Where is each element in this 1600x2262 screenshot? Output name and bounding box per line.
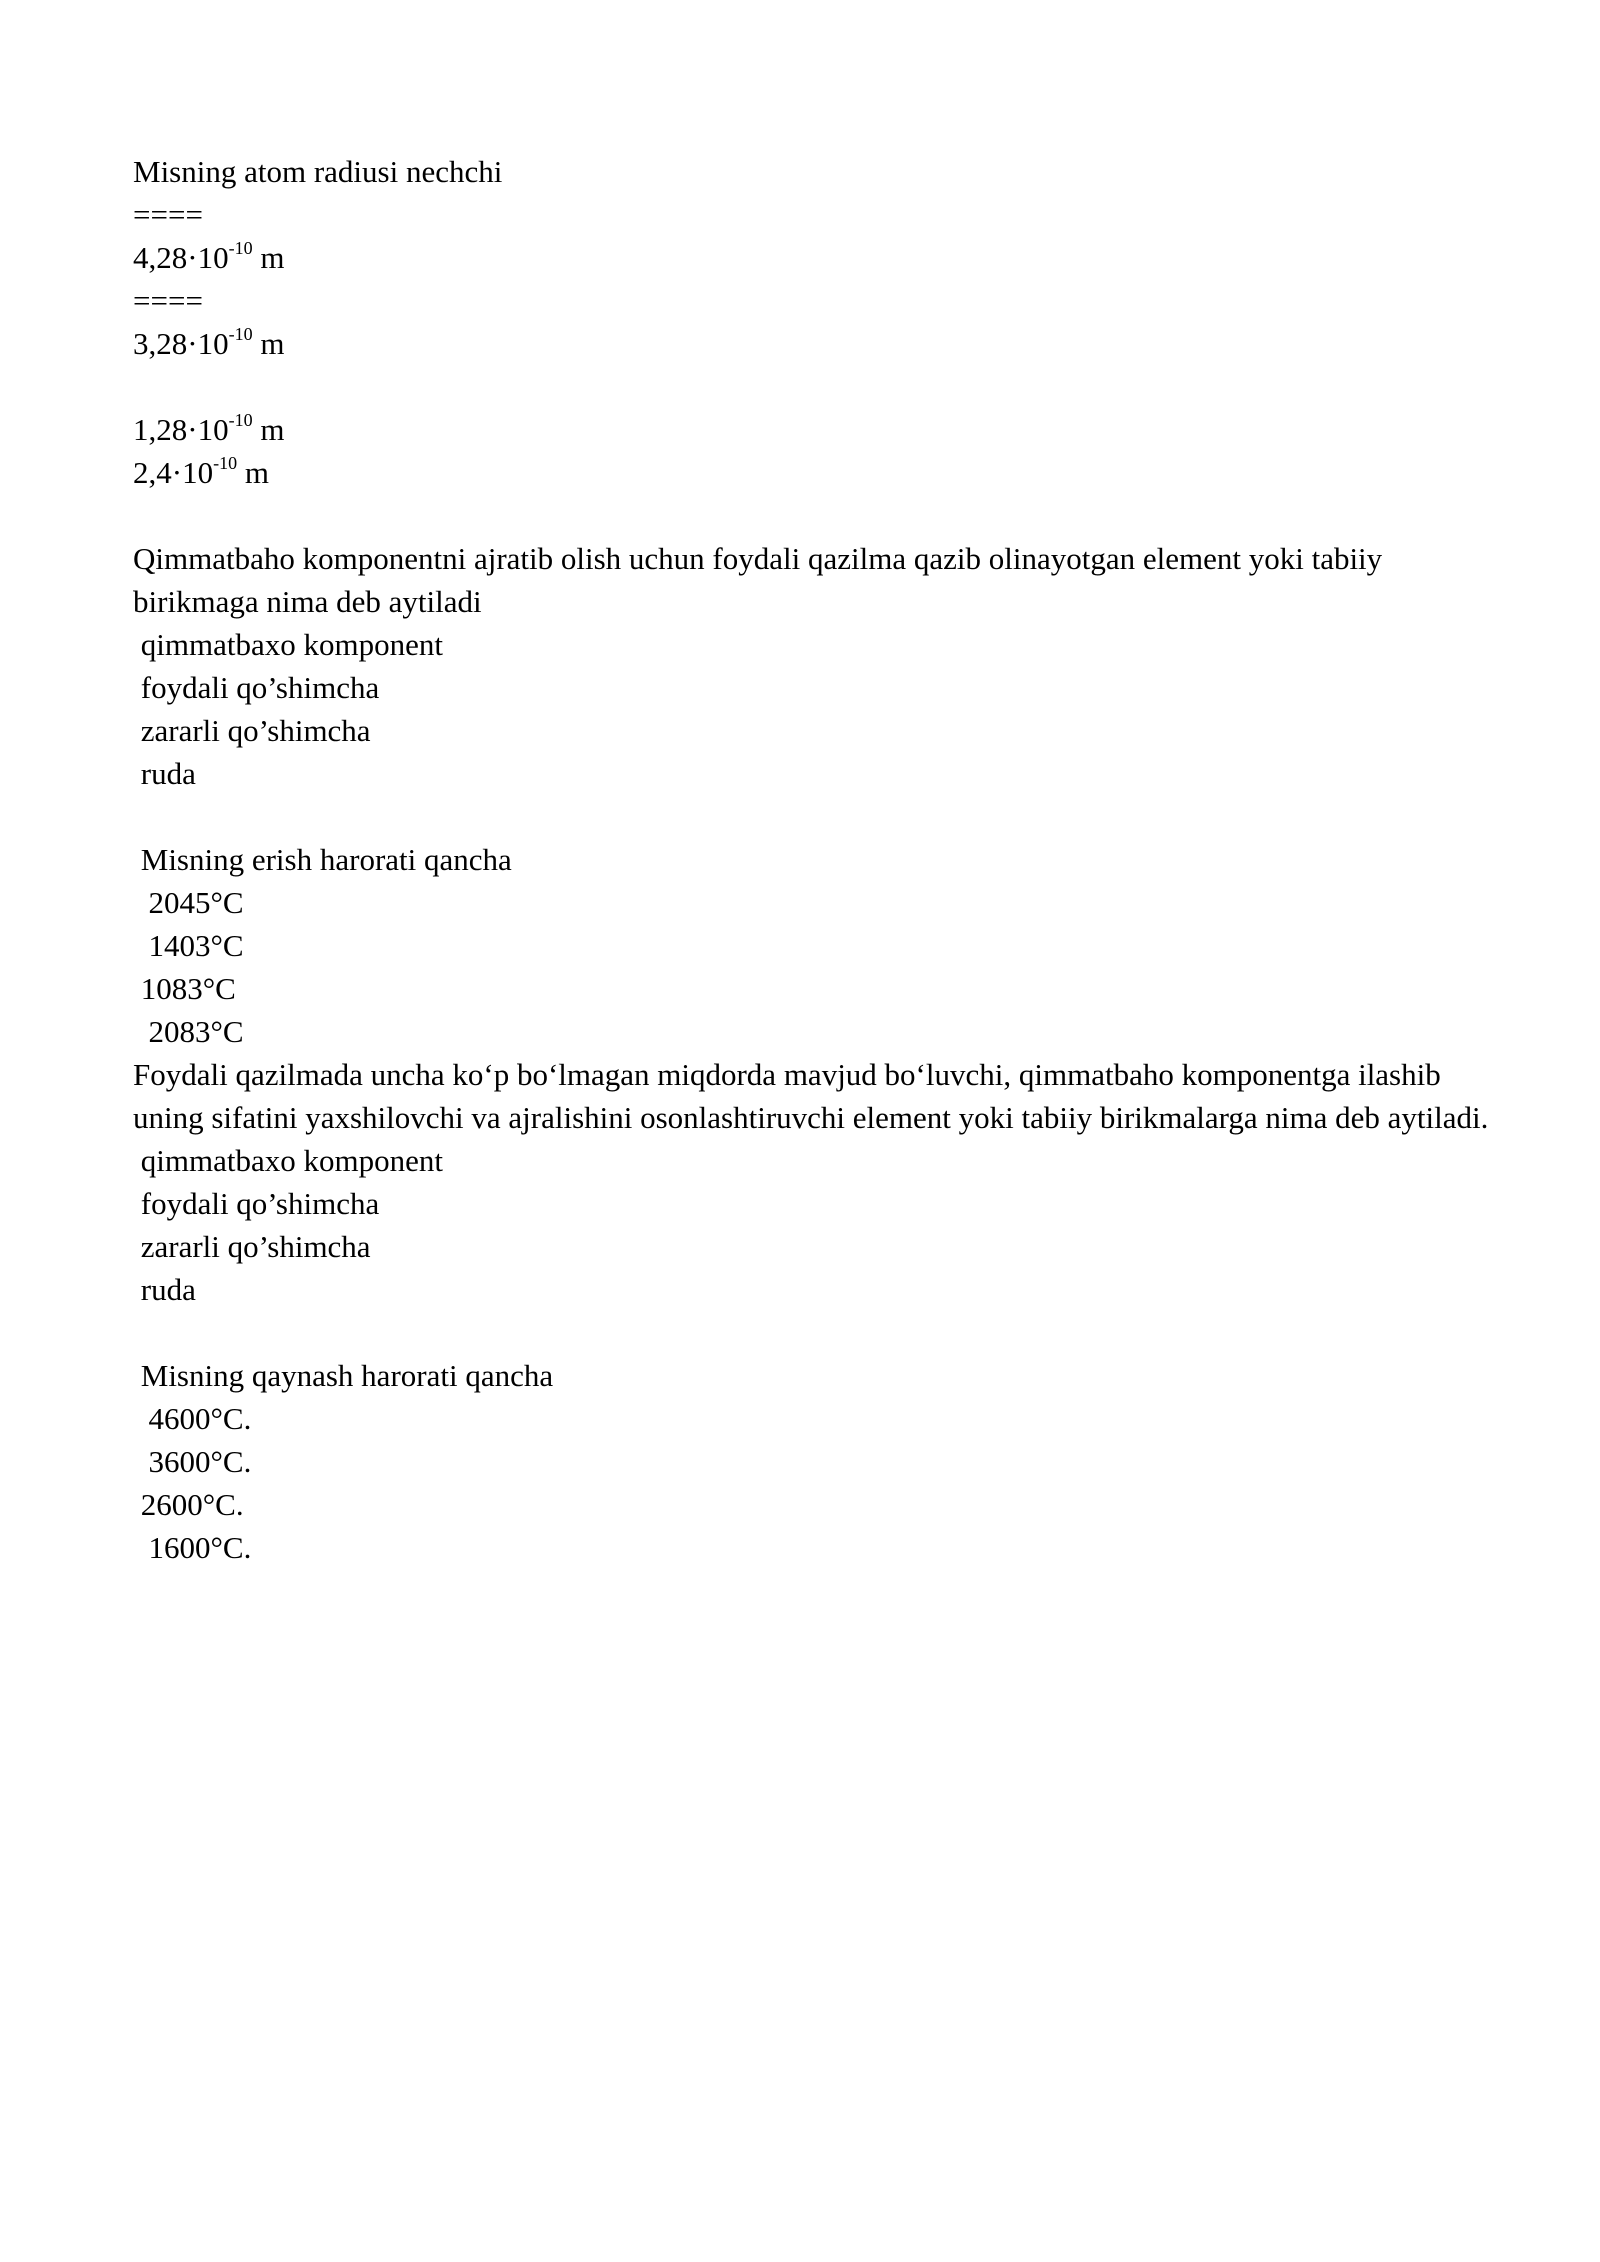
option-value: 2,4·10 bbox=[133, 455, 214, 490]
question-3-option-1: 2045°C bbox=[133, 885, 244, 920]
question-2-option-3: zararli qo’shimcha bbox=[133, 713, 371, 748]
blank-line bbox=[133, 494, 1513, 537]
unit: m bbox=[252, 326, 285, 361]
question-2-option-2: foydali qo’shimcha bbox=[133, 670, 380, 705]
question-1-option-1 bbox=[133, 236, 1513, 279]
option-value: 4,28·10 bbox=[133, 240, 229, 275]
question-3-option-4: 2083°C bbox=[133, 1014, 244, 1049]
question-2-text: Qimmatbaho komponentni ajratib olish uchun foydali qazilma qazib olinayotgan element yoki tabiiy birikmaga nima deb aytiladi bbox=[133, 541, 1390, 619]
question-3-text: Misning erish harorati qancha bbox=[133, 842, 512, 877]
question-1-option-2 bbox=[133, 322, 1513, 365]
question-4-option-3: zararli qo’shimcha bbox=[133, 1229, 371, 1264]
question-2-option-4: ruda bbox=[133, 756, 196, 791]
separator: ==== bbox=[133, 283, 203, 318]
exponent: -10 bbox=[213, 453, 238, 473]
blank-line bbox=[133, 1311, 1513, 1354]
question-4-text: Foydali qazilmada uncha koʻp boʻlmagan miqdorda mavjud boʻluvchi, qimmatbaho komponentga ilashib uning sifatini yaxshilovchi va ajralishini osonlashtiruvchi element yoki tabiiy birikmalarga nima deb aytiladi. bbox=[133, 1057, 1489, 1135]
question-2-option-1: qimmatbaxo komponent bbox=[133, 627, 443, 662]
question-5-option-3: 2600°C. bbox=[133, 1487, 244, 1522]
option-value: 3,28·10 bbox=[133, 326, 229, 361]
question-4-option-4: ruda bbox=[133, 1272, 196, 1307]
question-5-option-1: 4600°C. bbox=[133, 1401, 252, 1436]
question-1-text: Misning atom radiusi nechchi bbox=[133, 154, 503, 189]
question-3-option-2: 1403°C bbox=[133, 928, 244, 963]
exponent: -10 bbox=[228, 238, 253, 258]
unit: m bbox=[252, 412, 285, 447]
exponent: -10 bbox=[228, 410, 253, 430]
document-body bbox=[133, 150, 1513, 1569]
blank-line bbox=[133, 365, 1513, 408]
question-5-option-4: 1600°C. bbox=[133, 1530, 252, 1565]
question-4-option-2: foydali qo’shimcha bbox=[133, 1186, 380, 1221]
exponent: -10 bbox=[228, 324, 253, 344]
question-5-text: Misning qaynash harorati qancha bbox=[133, 1358, 554, 1393]
option-value: 1,28·10 bbox=[133, 412, 229, 447]
question-4-option-1: qimmatbaxo komponent bbox=[133, 1143, 443, 1178]
separator: ==== bbox=[133, 197, 203, 232]
question-5-option-2: 3600°C. bbox=[133, 1444, 252, 1479]
question-1-option-4 bbox=[133, 451, 1513, 494]
blank-line bbox=[133, 795, 1513, 838]
question-3-option-3: 1083°C bbox=[133, 971, 236, 1006]
question-1-option-3 bbox=[133, 408, 1513, 451]
unit: m bbox=[252, 240, 285, 275]
unit: m bbox=[237, 455, 269, 490]
